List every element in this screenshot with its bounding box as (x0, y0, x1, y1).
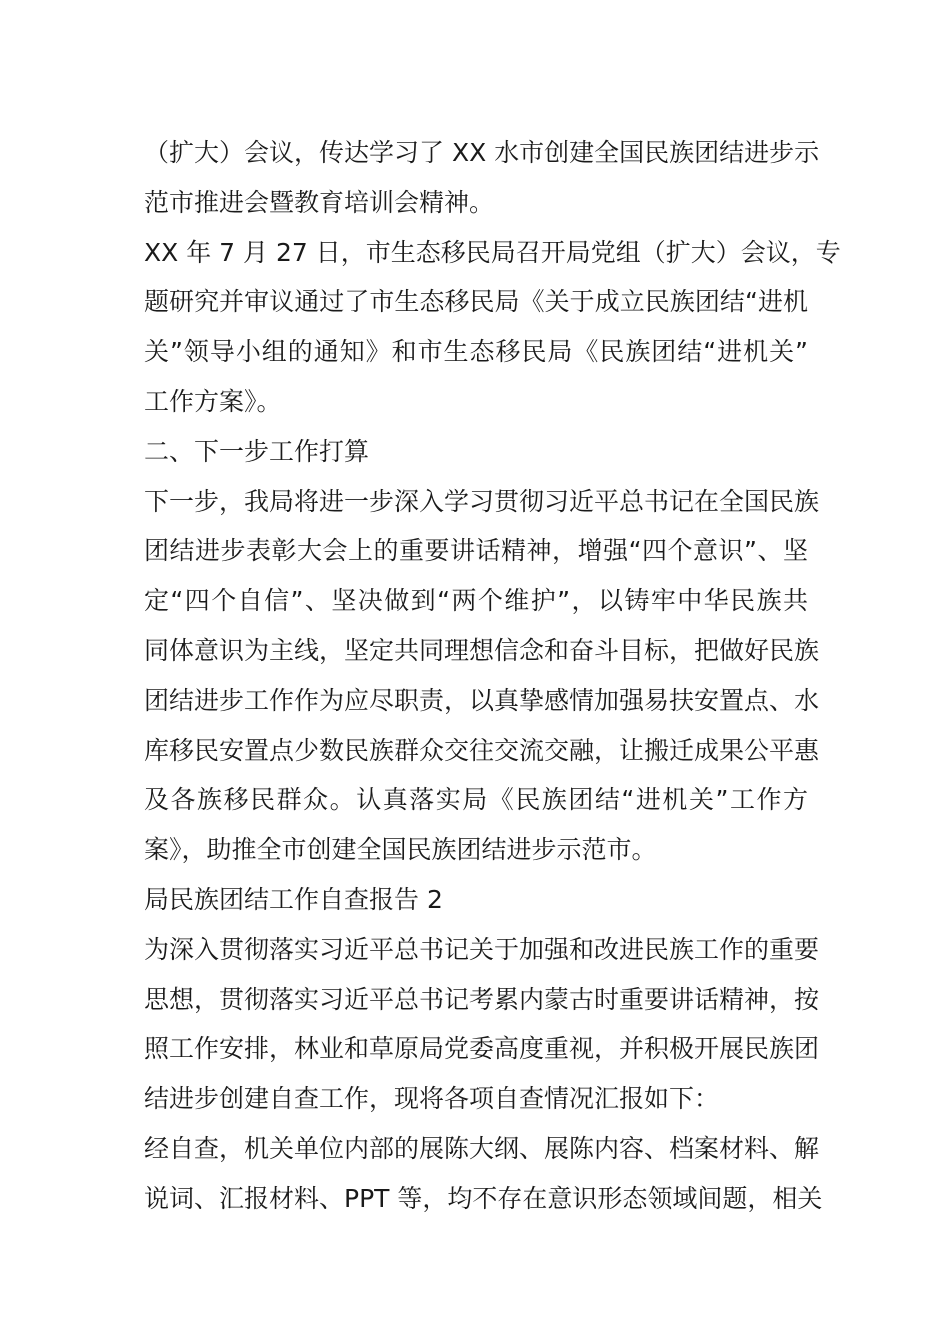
text-line-2: 范市推进会暨教育培训会精神。 (144, 187, 495, 217)
text-line-18: 思想，贯彻落实习近平总书记考累内蒙古时重要讲话精神，按 (144, 984, 820, 1014)
text-line-15: 案》，助推全市创建全国民族团结进步示范市。 (144, 835, 657, 865)
document-body (144, 128, 841, 1224)
text-line-19: 照工作安排，林业和草原局党委高度重视，并积极开展民族团 (144, 1034, 820, 1064)
text-line-13: 库移民安置点少数民族群众交往交流交融，让搬迁成果公平惠 (144, 735, 820, 765)
text-line-11: 同体意识为主线，坚定共同理想信念和奋斗目标，把做好民族 (144, 635, 820, 665)
text-line-12: 团结进步工作作为应尽职责，以真挚感情加强易扶安置点、水 (144, 685, 820, 715)
text-line-20: 结进步创建自查工作，现将各项自查情况汇报如下： (144, 1084, 720, 1114)
text-line-1: （扩大）会议，传达学习了 XX 水市创建全国民族团结进步示 (144, 138, 820, 167)
text-line-14: 及各族移民群众。认真落实局《民族团结“进机关”工作方 (144, 785, 808, 815)
text-line-17: 为深入贯彻落实习近平总书记关于加强和改进民族工作的重要 (144, 934, 820, 964)
text-line-21: 经自查，机关单位内部的展陈大纲、展陈内容、档案材料、解 (144, 1133, 820, 1163)
report-title: 局民族团结工作自查报告 2 (144, 884, 443, 914)
text-line-6: 工作方案》。 (144, 386, 282, 416)
text-line-8: 下一步，我局将进一步深入学习贯彻习近平总书记在全国民族 (144, 486, 820, 516)
text-line-4: 题研究并审议通过了市生态移民局《关于成立民族团结“进机 (144, 287, 808, 317)
text-line-9: 团结进步表彰大会上的重要讲话精神，增强“四个意识”、坚 (144, 536, 808, 566)
section-heading: 二、下一步工作打算 (144, 436, 370, 466)
text-line-3: XX 年 7 月 27 日，市生态移民局召开局党组（扩大）会议，专 (144, 237, 841, 267)
text-line-10: 定“四个自信”、坚决做到“两个维护”，以铸牢中华民族共 (144, 586, 808, 616)
text-line-22: 说词、汇报材料、PPT 等，均不存在意识形态领域间题，相关 (144, 1183, 823, 1213)
text-line-5: 关”领导小组的通知》和市生态移民局《民族团结“进机关” (144, 337, 808, 367)
